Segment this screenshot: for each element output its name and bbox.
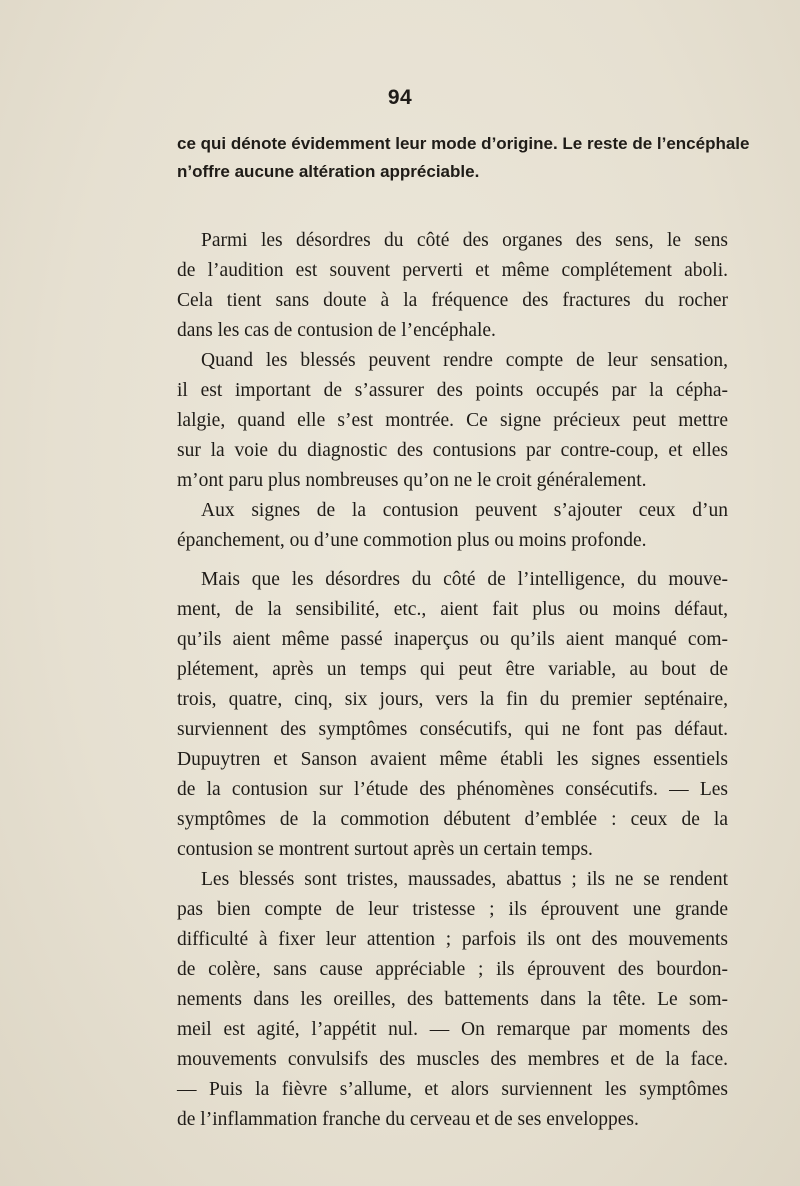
text-line: de colère, sans cause appréciable ; ils éprouvent des bourdon- [177,959,728,980]
text-line: dans les cas de contusion de l’encéphale. [177,320,496,341]
text-line: symptômes de la commotion débutent d’emblée : ceux de la [177,809,728,830]
text-line: Aux signes de la contusion peuvent s’ajouter ceux d’un [201,500,728,521]
text-line: m’ont paru plus nombreuses qu’on ne le croit généralement. [177,470,647,491]
text-line: meil est agité, l’appétit nul. — On remarque par moments des [177,1019,728,1040]
text-line: n’offre aucune altération appréciable. [177,162,480,181]
text-line: pas bien compte de leur tristesse ; ils éprouvent une grande [177,899,728,920]
text-line: ment, de la sensibilité, etc., aient fait plus ou moins défaut, [177,599,728,620]
text-line: contusion se montrent surtout après un certain temps. [177,839,593,860]
text-line: épanchement, ou d’une commotion plus ou moins profonde. [177,530,647,551]
text-line: difficulté à fixer leur attention ; parfois ils ont des mouvements [177,929,728,950]
text-line: Les blessés sont tristes, maussades, abattus ; ils ne se rendent [201,869,728,890]
text-line: Cela tient sans doute à la fréquence des fractures du rocher [177,290,728,311]
text-line: de l’audition est souvent perverti et même complétement aboli. [177,260,728,281]
section-consecutive-symptoms [177,565,728,1135]
text-line: trois, quatre, cinq, six jours, vers la fin du premier septénaire, [177,689,728,710]
text-line: plétement, après un temps qui peut être variable, au bout de [177,659,728,680]
text-line: qu’ils aient même passé inaperçus ou qu’ils aient manqué com- [177,629,728,650]
text-line: Dupuytren et Sanson avaient même établi les signes essentiels [177,749,728,770]
text-line: Quand les blessés peuvent rendre compte de leur sensation, [201,350,728,371]
page-number: 94 [387,86,413,109]
text-line: de l’inflammation franche du cerveau et de ses enveloppes. [177,1109,639,1130]
text-line: ce qui dénote évidemment leur mode d’origine. Le reste de l’encéphale [177,134,750,153]
intro-paragraph [177,130,750,186]
section-senses [177,226,728,556]
text-line: surviennent des symptômes consécutifs, qui ne font pas défaut. [177,719,728,740]
text-line: lalgie, quand elle s’est montrée. Ce signe précieux peut mettre [177,410,728,431]
text-line: Parmi les désordres du côté des organes des sens, le sens [201,230,728,251]
text-line: il est important de s’assurer des points occupés par la cépha- [177,380,728,401]
text-line: sur la voie du diagnostic des contusions par contre-coup, et elles [177,440,728,461]
text-line: de la contusion sur l’étude des phénomènes consécutifs. — Les [177,779,728,800]
text-line: Mais que les désordres du côté de l’intelligence, du mouve- [201,569,728,590]
text-line: nements dans les oreilles, des battements dans la tête. Le som- [177,989,728,1010]
text-line: — Puis la fièvre s’allume, et alors surviennent les symptômes [177,1079,728,1100]
text-line: mouvements convulsifs des muscles des membres et de la face. [177,1049,728,1070]
